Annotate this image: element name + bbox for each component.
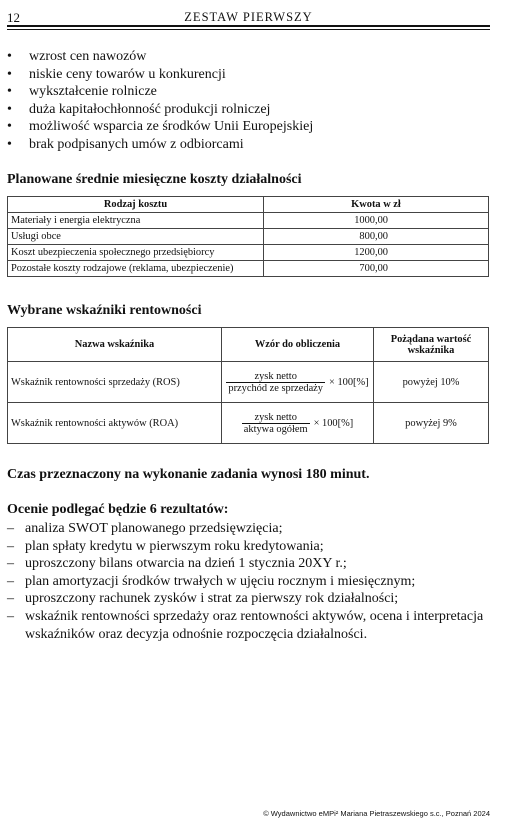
cost-type-cell: Usługi obce — [8, 229, 264, 245]
table-row — [8, 213, 489, 229]
results-list — [7, 520, 489, 643]
formula — [242, 412, 353, 435]
target-value-cell: powyżej 9% — [374, 403, 489, 444]
fraction-denominator: aktywa ogółem — [243, 423, 308, 435]
column-header-type: Rodzaj kosztu — [8, 197, 264, 213]
header-rule-thick — [7, 25, 490, 27]
ratios-table — [7, 327, 489, 444]
cost-amount-cell: 1000,00 — [264, 213, 489, 229]
table-header-row — [8, 197, 489, 213]
list-item: – uproszczony rachunek zysków i strat za pierwszy rok działalności; — [7, 590, 489, 608]
list-item: • duża kapitałochłonność produkcji rolniczej — [7, 101, 313, 119]
formula-cell — [222, 403, 374, 444]
time-note: Czas przeznaczony na wykonanie zadania wynosi 180 minut. — [7, 467, 370, 482]
list-item: • wykształcenie rolnicze — [7, 83, 313, 101]
cost-amount-cell: 800,00 — [264, 229, 489, 245]
page-header — [7, 4, 490, 26]
costs-table — [7, 196, 489, 277]
table-row — [8, 403, 489, 444]
fraction — [226, 371, 325, 394]
list-item: • niskie ceny towarów u konkurencji — [7, 66, 313, 84]
column-header-formula: Wzór do obliczenia — [222, 328, 374, 362]
fraction-denominator: przychód ze sprzedaży — [228, 382, 323, 394]
target-value-cell: powyżej 10% — [374, 362, 489, 403]
formula-multiplier: × 100[%] — [329, 376, 369, 388]
list-item: – wskaźnik rentowności sprzedaży oraz rentowności aktywów, ocena i interpretacja wskaźników oraz decyzja odnośnie rozpoczęcia działalności. — [7, 608, 489, 643]
page-number: 12 — [7, 10, 20, 25]
ratio-name-cell: Wskaźnik rentowności aktywów (ROA) — [8, 403, 222, 444]
bullet-list — [7, 48, 313, 154]
cost-type-cell: Pozostałe koszty rodzajowe (reklama, ubezpieczenie) — [8, 261, 264, 277]
table-row — [8, 229, 489, 245]
list-item: – plan amortyzacji środków trwałych w ujęciu rocznym i miesięcznym; — [7, 573, 489, 591]
copyright-footer: © Wydawnictwo eMPi² Mariana Pietraszewskiego s.c., Poznań 2024 — [263, 809, 490, 818]
table-header-row — [8, 328, 489, 362]
table-row — [8, 362, 489, 403]
column-header-name: Nazwa wskaźnika — [8, 328, 222, 362]
cost-amount-cell: 1200,00 — [264, 245, 489, 261]
cost-type-cell: Koszt ubezpieczenia społecznego przedsiębiorcy — [8, 245, 264, 261]
list-item: • wzrost cen nawozów — [7, 48, 313, 66]
table-row — [8, 245, 489, 261]
list-item: – plan spłaty kredytu w pierwszym roku kredytowania; — [7, 538, 489, 556]
list-item: • możliwość wsparcia ze środków Unii Europejskiej — [7, 118, 313, 136]
results-heading: Ocenie podlegać będzie 6 rezultatów: — [7, 502, 229, 517]
header-rule-thin — [7, 29, 490, 30]
fraction-numerator: zysk netto — [242, 412, 310, 424]
ratio-name-cell: Wskaźnik rentowności sprzedaży (ROS) — [8, 362, 222, 403]
cost-amount-cell: 700,00 — [264, 261, 489, 277]
list-item: – analiza SWOT planowanego przedsięwzięcia; — [7, 520, 489, 538]
fraction-numerator: zysk netto — [226, 371, 325, 383]
list-item: • brak podpisanych umów z odbiorcami — [7, 136, 313, 154]
formula-cell — [222, 362, 374, 403]
column-header-amount: Kwota w zł — [264, 197, 489, 213]
ratios-heading: Wybrane wskaźniki rentowności — [7, 303, 202, 318]
formula — [226, 371, 368, 394]
cost-type-cell: Materiały i energia elektryczna — [8, 213, 264, 229]
running-title: ZESTAW PIERWSZY — [184, 10, 313, 24]
table-row — [8, 261, 489, 277]
column-header-target: Pożądana wartość wskaźnika — [374, 328, 489, 362]
costs-heading: Planowane średnie miesięczne koszty działalności — [7, 172, 302, 187]
formula-multiplier: × 100[%] — [313, 417, 354, 429]
list-item: – uproszczony bilans otwarcia na dzień 1 stycznia 20XY r.; — [7, 555, 489, 573]
fraction — [242, 412, 310, 435]
